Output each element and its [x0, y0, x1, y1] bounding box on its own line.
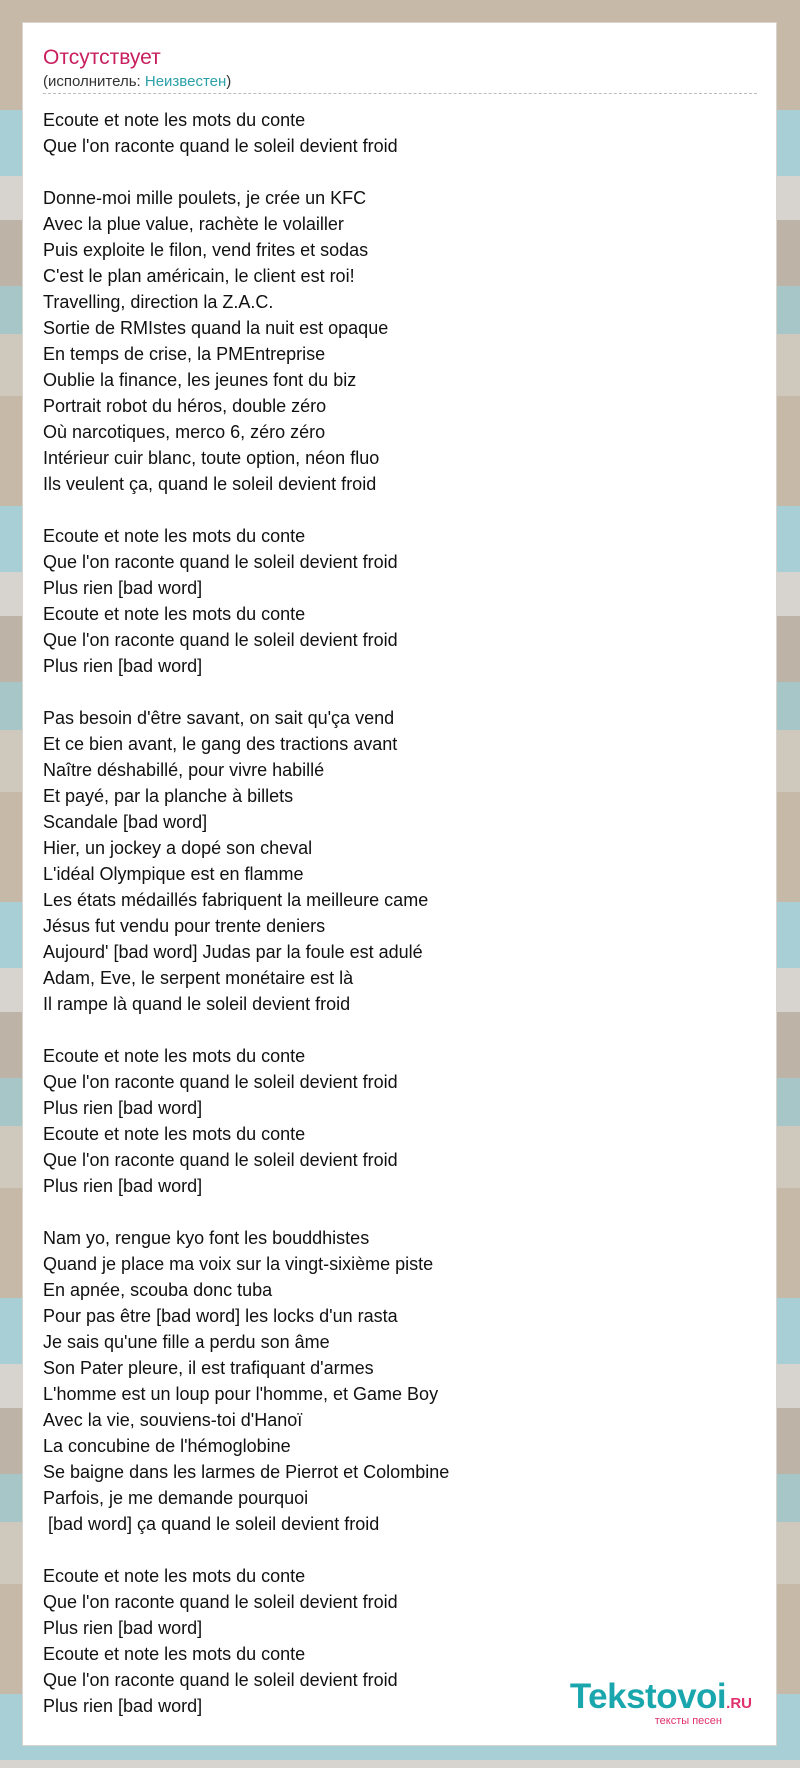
lyric-line: Plus rien [bad word] — [43, 1176, 203, 1196]
lyric-line: Il rampe là quand le soleil devient froid — [43, 994, 351, 1014]
lyric-line: Les états médaillés fabriquent la meilleure came — [43, 890, 429, 910]
title-divider — [43, 93, 757, 94]
lyric-line: Sortie de RMIstes quand la nuit est opaque — [43, 318, 389, 338]
lyric-line: Ecoute et note les mots du conte — [43, 526, 306, 546]
song-title: Отсутствует — [43, 46, 161, 69]
lyric-line: L'idéal Olympique est en flamme — [43, 864, 304, 884]
lyric-line: Ecoute et note les mots du conte — [43, 1046, 306, 1066]
lyric-line: Que l'on raconte quand le soleil devient froid — [43, 630, 398, 650]
lyric-line: Scandale [bad word] — [43, 812, 208, 832]
lyric-line: Parfois, je me demande pourquoi — [43, 1488, 309, 1508]
performer-suffix: ) — [226, 73, 232, 90]
lyric-line: Pas besoin d'être savant, on sait qu'ça vend — [43, 708, 395, 728]
lyric-line: Se baigne dans les larmes de Pierrot et Colombine — [43, 1462, 450, 1482]
lyric-line: Puis exploite le filon, vend frites et sodas — [43, 240, 369, 260]
lyric-line: Que l'on raconte quand le soleil devient froid — [43, 1150, 398, 1170]
lyric-line: En temps de crise, la PMEntreprise — [43, 344, 326, 364]
lyric-line: Donne-moi mille poulets, je crée un KFC — [43, 188, 367, 208]
lyric-line: La concubine de l'hémoglobine — [43, 1436, 291, 1456]
lyric-blank-line — [43, 1537, 753, 1563]
lyric-line: En apnée, scouba donc tuba — [43, 1280, 273, 1300]
lyric-blank-line — [43, 159, 753, 185]
lyric-line: Plus rien [bad word] — [43, 1618, 203, 1638]
lyric-line: Je sais qu'une fille a perdu son âme — [43, 1332, 330, 1352]
lyric-line: [bad word] ça quand le soleil devient froid — [43, 1514, 380, 1534]
lyric-line: Son Pater pleure, il est trafiquant d'armes — [43, 1358, 374, 1378]
lyric-line: Que l'on raconte quand le soleil devient froid — [43, 552, 398, 572]
lyric-line: Plus rien [bad word] — [43, 578, 203, 598]
performer-prefix: (исполнитель: — [43, 73, 145, 90]
lyric-blank-line — [43, 679, 753, 705]
lyric-line: Ecoute et note les mots du conte — [43, 110, 306, 130]
lyric-line: Adam, Eve, le serpent monétaire est là — [43, 968, 354, 988]
lyric-line: Et ce bien avant, le gang des tractions avant — [43, 734, 398, 754]
lyric-line: Aujourd' [bad word] Judas par la foule est adulé — [43, 942, 423, 962]
logo-wordmark: Tekstovoi — [569, 1677, 727, 1716]
lyric-line: Et payé, par la planche à billets — [43, 786, 294, 806]
lyric-line: Que l'on raconte quand le soleil devient froid — [43, 136, 398, 156]
performer-line — [43, 73, 231, 91]
lyric-line: Travelling, direction la Z.A.C. — [43, 292, 274, 312]
lyric-blank-line — [43, 497, 753, 523]
lyrics-body — [43, 107, 753, 1719]
lyric-line: Ils veulent ça, quand le soleil devient froid — [43, 474, 377, 494]
lyric-line: Naître déshabillé, pour vivre habillé — [43, 760, 325, 780]
lyric-blank-line — [43, 1199, 753, 1225]
logo-domain-suffix: .RU — [726, 1695, 752, 1712]
lyric-line: Hier, un jockey a dopé son cheval — [43, 838, 313, 858]
lyric-line: C'est le plan américain, le client est roi! — [43, 266, 355, 286]
lyric-line: Intérieur cuir blanc, toute option, néon fluo — [43, 448, 380, 468]
lyric-line: Avec la plue value, rachète le volailler — [43, 214, 344, 234]
lyric-line: L'homme est un loup pour l'homme, et Game Boy — [43, 1384, 439, 1404]
lyric-line: Quand je place ma voix sur la vingt-sixième piste — [43, 1254, 434, 1274]
lyric-blank-line — [43, 1017, 753, 1043]
lyric-line: Ecoute et note les mots du conte — [43, 1644, 306, 1664]
lyric-line: Que l'on raconte quand le soleil devient froid — [43, 1592, 398, 1612]
logo-tagline: тексты песен — [654, 1715, 722, 1727]
lyric-line: Que l'on raconte quand le soleil devient froid — [43, 1670, 398, 1690]
performer-link[interactable]: Неизвестен — [144, 73, 227, 90]
lyric-line: Plus rien [bad word] — [43, 1098, 203, 1118]
lyrics-card — [22, 22, 777, 1746]
lyric-line: Plus rien [bad word] — [43, 656, 203, 676]
lyric-line: Ecoute et note les mots du conte — [43, 1566, 306, 1586]
lyric-line: Plus rien [bad word] — [43, 1696, 203, 1716]
lyric-line: Où narcotiques, merco 6, zéro zéro — [43, 422, 326, 442]
site-logo[interactable] — [570, 1679, 752, 1727]
lyric-line: Pour pas être [bad word] les locks d'un rasta — [43, 1306, 398, 1326]
lyric-line: Portrait robot du héros, double zéro — [43, 396, 327, 416]
lyric-line: Ecoute et note les mots du conte — [43, 604, 306, 624]
lyric-line: Nam yo, rengue kyo font les bouddhistes — [43, 1228, 370, 1248]
lyric-line: Oublie la finance, les jeunes font du biz — [43, 370, 357, 390]
lyric-line: Que l'on raconte quand le soleil devient froid — [43, 1072, 398, 1092]
lyric-line: Avec la vie, souviens-toi d'Hanoï — [43, 1410, 303, 1430]
lyric-line: Jésus fut vendu pour trente deniers — [43, 916, 326, 936]
lyric-line: Ecoute et note les mots du conte — [43, 1124, 306, 1144]
